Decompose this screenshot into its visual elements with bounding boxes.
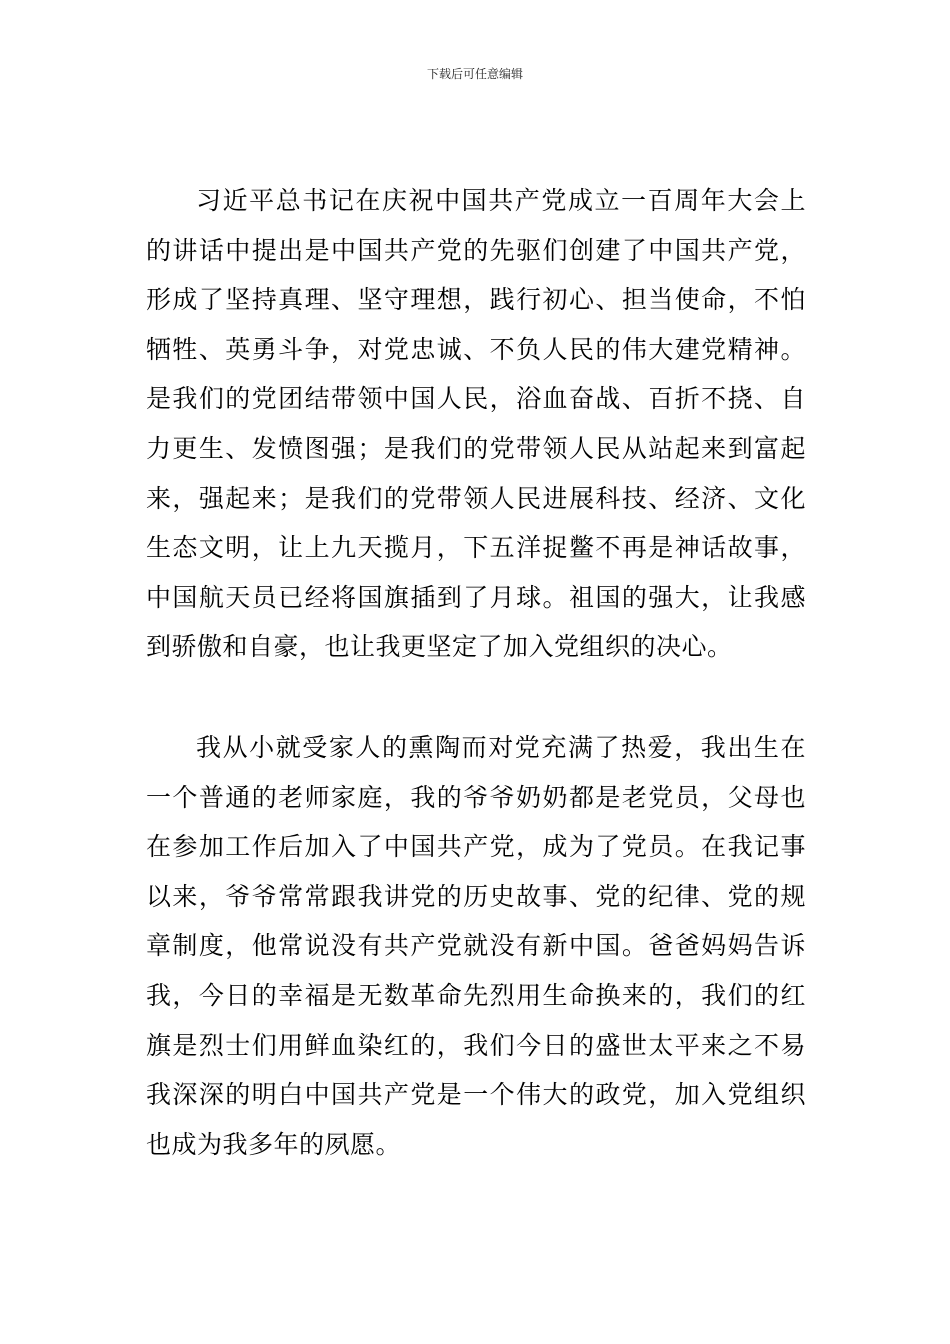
body-paragraph-1: 习近平总书记在庆祝中国共产党成立一百周年大会上的讲话中提出是中国共产党的先驱们创建了中国共产党，形成了坚持真理、坚守理想，践行初心、担当使命，不怕牺牲、英勇斗争，对党忠诚、不负人民的伟大建党精神。是我们的党团结带领中国人民，浴血奋战、百折不挠、自力更生、发愤图强；是我们的党带领人民从站起来到富起来，强起来；是我们的党带领人民进展科技、经济、文化生态文明，让上九天揽月，下五洋捉鳖不再是神话故事，中国航天员已经将国旗插到了月球。祖国的强大，让我感到骄傲和自豪，也让我更坚定了加入党组织的决心。 <box>146 186 806 662</box>
header-note: 下载后可任意编辑 <box>426 67 523 81</box>
body-paragraph-2: 我从小就受家人的熏陶而对党充满了热爱，我出生在一个普通的老师家庭，我的爷爷奶奶都是老党员，父母也在参加工作后加入了中国共产党，成为了党员。在我记事以来，爷爷常常跟我讲党的历史故事、党的纪律、党的规章制度，他常说没有共产党就没有新中国。爸爸妈妈告诉我，今日的幸福是无数革命先烈用生命换来的，我们的红旗是烈士们用鲜血染红的，我们今日的盛世太平来之不易我深深的明白中国共产党是一个伟大的政党，加入党组织也成为我多年的夙愿。 <box>146 733 806 1159</box>
